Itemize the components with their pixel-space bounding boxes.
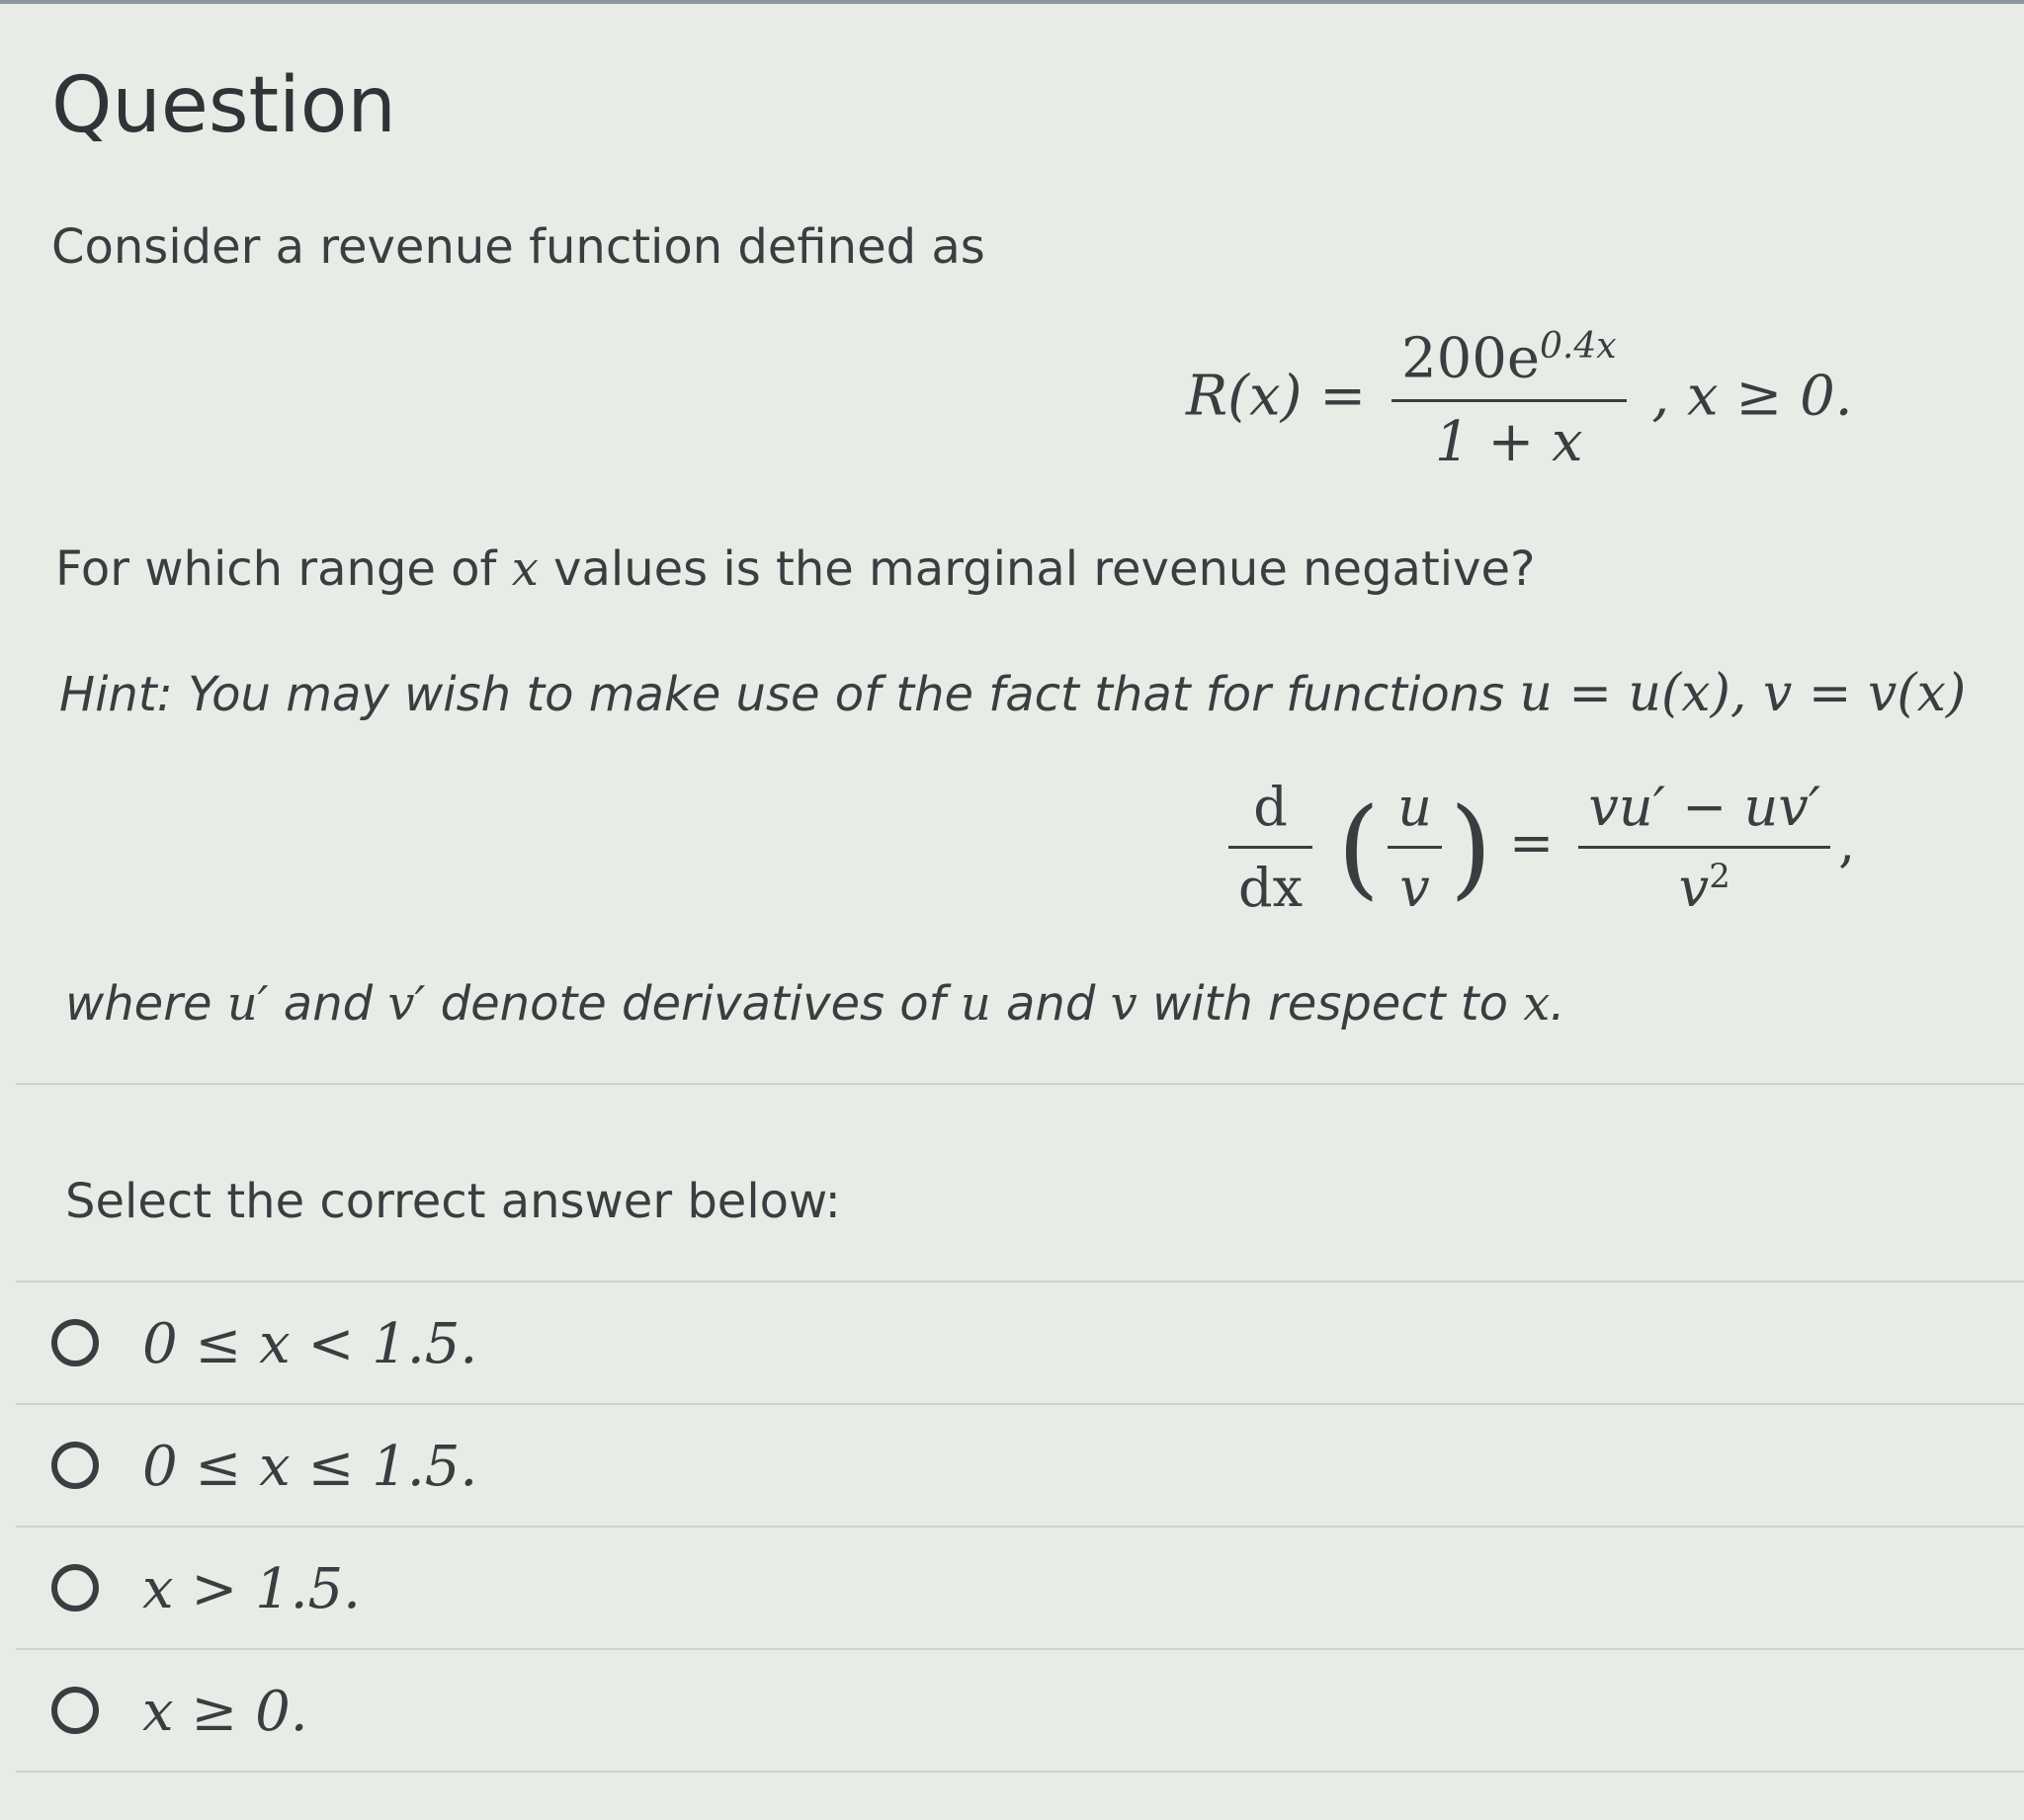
question-intro: Consider a revenue function defined as: [51, 219, 985, 275]
where-part-5: with respect to: [1137, 976, 1524, 1032]
radio-button[interactable]: [51, 1442, 99, 1489]
hint-lead: Hint: You may wish to make use of the fact that for functions: [59, 667, 1520, 722]
hint-functions: u = u(x), v = v(x): [1519, 664, 1967, 723]
where-part-3: denote derivatives of: [425, 976, 961, 1032]
question-prompt-before: For which range of: [55, 541, 512, 597]
revenue-fraction: [1392, 326, 1627, 474]
inner-fraction: [1388, 776, 1442, 919]
revenue-numerator: [1392, 326, 1627, 399]
quotient-fraction: [1578, 776, 1830, 919]
left-paren: (: [1337, 784, 1381, 911]
quotient-denominator: [1578, 846, 1830, 919]
revenue-numerator-base: 200e: [1400, 326, 1541, 391]
where-part-6: .: [1550, 976, 1565, 1032]
answer-option-label[interactable]: 0 ≤ x ≤ 1.5.: [142, 1435, 478, 1499]
answer-option-2[interactable]: [16, 1403, 2024, 1526]
quotient-denominator-exponent: 2: [1709, 857, 1730, 896]
quotient-rule-formula: [1221, 776, 1855, 919]
where-v-prime: v′: [387, 976, 426, 1032]
answer-option-3[interactable]: [16, 1526, 2024, 1648]
derivative-denominator: dx: [1228, 846, 1312, 919]
inner-numerator: u: [1397, 776, 1432, 838]
revenue-lhs: R(x) =: [1186, 364, 1367, 429]
derivative-operator: [1228, 776, 1312, 919]
answer-option-label[interactable]: x > 1.5.: [142, 1557, 361, 1621]
select-answer-label: Select the correct answer below:: [65, 1174, 841, 1229]
hint-where-text: [65, 976, 1565, 1032]
options-bottom-divider: [16, 1771, 2024, 1773]
quotient-numerator: vu′ − uv′: [1588, 776, 1821, 838]
radio-button[interactable]: [51, 1564, 99, 1612]
where-v: v: [1110, 976, 1138, 1032]
question-prompt-variable: x: [511, 541, 539, 597]
radio-button[interactable]: [51, 1687, 99, 1734]
where-part-2: and: [268, 976, 388, 1032]
revenue-denominator: 1 + x: [1392, 399, 1627, 474]
where-part-4: and: [990, 976, 1111, 1032]
answer-option-4[interactable]: [16, 1648, 2024, 1771]
where-part-1: where: [65, 976, 227, 1032]
revenue-numerator-exponent: 0.4x: [1540, 326, 1617, 367]
trailing-comma: ,: [1838, 811, 1856, 874]
derivative-numerator: d: [1253, 776, 1288, 838]
revenue-condition: , x ≥ 0.: [1651, 364, 1853, 429]
radio-button[interactable]: [51, 1319, 99, 1366]
page-title: Question: [51, 61, 396, 150]
revenue-formula: [1186, 326, 1853, 474]
answer-option-1[interactable]: [16, 1281, 2024, 1403]
hint-text: [59, 664, 1966, 723]
question-prompt-after: values is the marginal revenue negative?: [538, 541, 1536, 597]
answer-options: [16, 1281, 2024, 1820]
equals-sign: =: [1509, 811, 1555, 874]
right-paren: ): [1449, 784, 1492, 911]
where-u-prime: u′: [226, 976, 269, 1032]
section-divider: [16, 1083, 2024, 1085]
answer-option-label[interactable]: x ≥ 0.: [142, 1680, 308, 1744]
where-u: u: [960, 976, 991, 1032]
question-prompt: [55, 541, 1536, 597]
screen-top-edge: [0, 0, 2024, 4]
inner-denominator: v: [1388, 846, 1442, 919]
answer-option-label[interactable]: 0 ≤ x < 1.5.: [142, 1312, 478, 1376]
where-x: x: [1523, 976, 1551, 1032]
quotient-denominator-base: v: [1678, 857, 1710, 919]
